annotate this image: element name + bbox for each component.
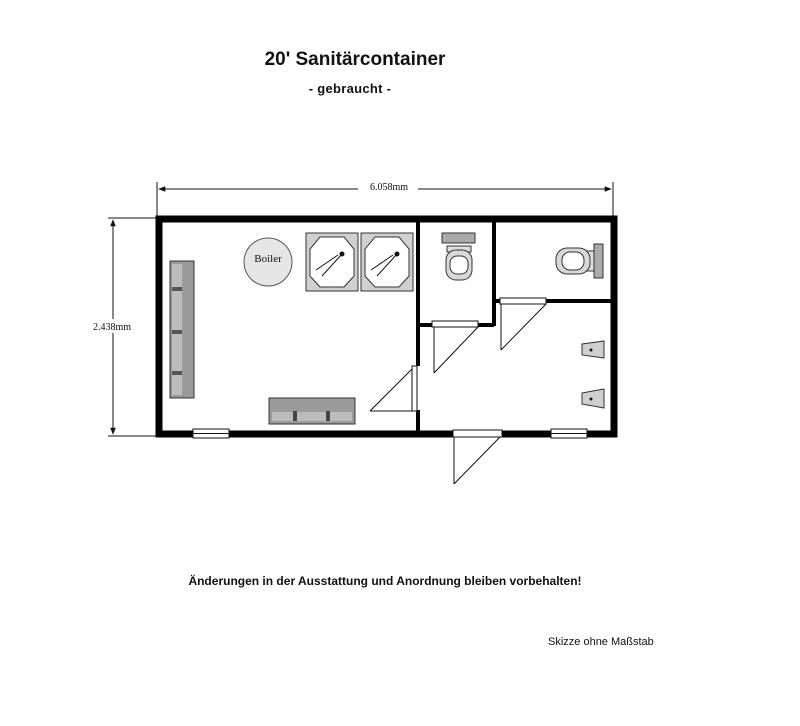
door-wc-left	[432, 321, 478, 373]
urinal-2	[582, 389, 604, 408]
wash-trough	[269, 398, 355, 424]
door-entrance	[453, 430, 502, 484]
boiler-label: Boiler	[254, 253, 282, 265]
window-right	[551, 429, 587, 438]
width-dimension	[86, 218, 158, 436]
shower-1	[306, 233, 358, 291]
scale-note: Skizze ohne Maßstab	[548, 636, 654, 648]
urinal-1	[582, 341, 604, 358]
length-label: 6.058mm	[369, 182, 409, 193]
width-label: 2.438mm	[92, 322, 132, 333]
shower-2	[361, 233, 413, 291]
boiler	[244, 238, 292, 286]
notice-text: Änderungen in der Ausstattung und Anordnung bleiben vorbehalten!	[188, 574, 582, 588]
length-dimension	[157, 180, 613, 218]
drawing-subtitle: - gebraucht -	[308, 81, 392, 96]
door-main-room	[370, 366, 417, 411]
bench-left	[170, 261, 194, 398]
toilet-right	[556, 244, 603, 278]
toilet-left	[442, 233, 475, 280]
door-wc-right	[500, 298, 546, 350]
drawing-title: 20' Sanitärcontainer	[264, 49, 446, 70]
window-left	[193, 429, 229, 438]
